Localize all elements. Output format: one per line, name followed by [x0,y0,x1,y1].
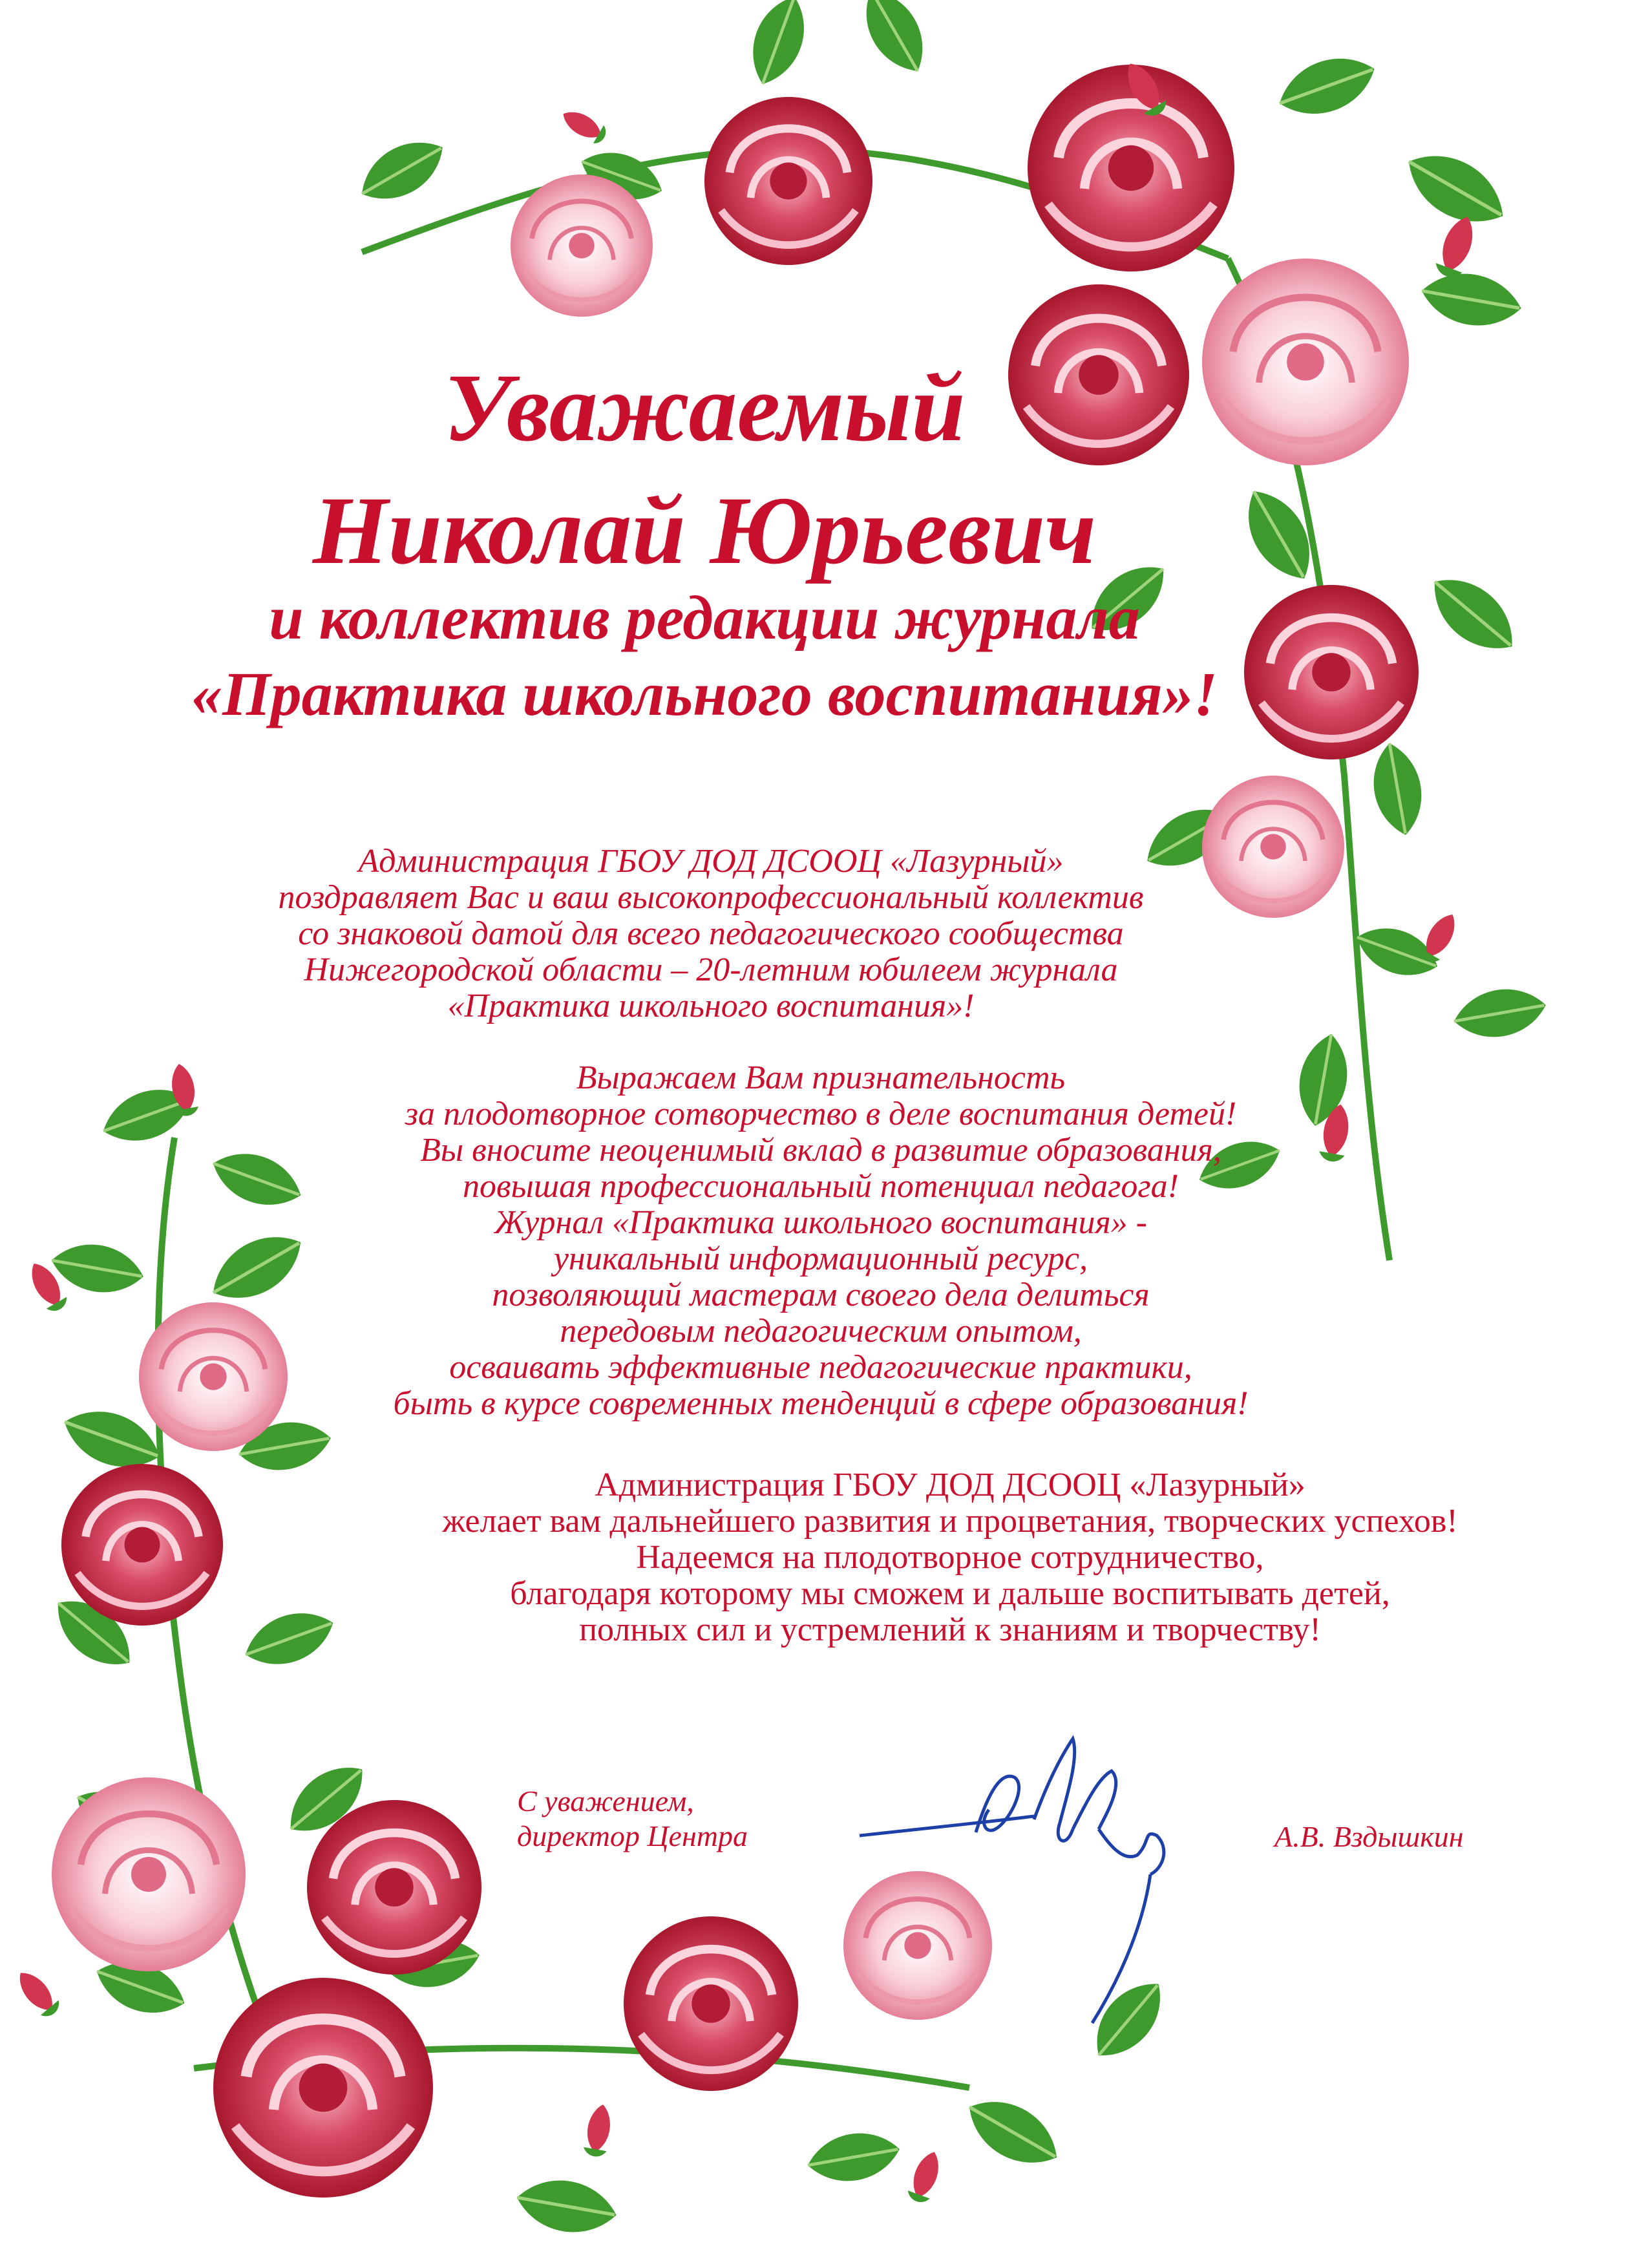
paragraph-line: Нижегородской области – 20-летним юбилеем журнала [304,951,1118,988]
paragraph-line: поздравляет Вас и ваш высокопрофессиональный коллектив [278,879,1144,916]
paragraph-line: Журнал «Практика школьного воспитания» - [494,1204,1147,1241]
paragraph-line: уникальный информационный ресурс, [553,1240,1088,1277]
paragraph-line: Администрация ГБОУ ДОД ДСООЦ «Лазурный» [358,843,1064,880]
recipient-name: Николай Юрьевич [312,477,1097,584]
paragraph-line: быть в курсе современных тенденций в сфере образования! [393,1385,1249,1422]
paragraph-line: повышая профессиональный потенциал педагога! [463,1168,1179,1205]
paragraph-line: передовым педагогическим опытом, [560,1313,1082,1350]
paragraph-line: Администрация ГБОУ ДОД ДСООЦ «Лазурный» [595,1467,1305,1503]
paragraph-line: Выражаем Вам признательность [576,1059,1066,1096]
paragraph-line: «Практика школьного воспитания»! [447,988,975,1024]
paragraph-line: благодаря которому мы сможем и дальше воспитывать детей, [510,1575,1390,1612]
paragraph-line: за плодотворное сотворчество в деле воспитания детей! [405,1096,1237,1132]
paragraph-line: желает вам дальнейшего развития и процветания, творческих успехов! [442,1503,1458,1540]
handwritten-signature [840,1700,1202,2049]
congratulation-paragraph [168,843,1254,1024]
journal-name-line: «Практика школьного воспитания»! [191,659,1218,728]
gratitude-paragraph [304,1060,1338,1422]
paragraph-line: Надеемся на плодотворное сотрудничество, [636,1539,1264,1576]
greeting-title: Уважаемый [443,354,966,461]
signer-name: А.В. Вздышкин [1274,1820,1464,1853]
wishes-paragraph [336,1467,1564,1648]
paragraph-line: полных сил и устремлений к знаниям и творчеству! [579,1611,1321,1648]
position-line: директор Центра [517,1819,748,1852]
regards-line: С уважением, [517,1785,694,1818]
recipient-team-line: и коллектив редакции журнала [269,583,1140,652]
signature-caption [517,1784,748,1854]
paragraph-line: Вы вносите неоценимый вклад в развитие образования, [420,1132,1221,1169]
paragraph-line: осваивать эффективные педагогические практики, [449,1349,1192,1386]
paragraph-line: позволяющий мастерам своего дела делиться [492,1277,1150,1313]
paragraph-line: со знаковой датой для всего педагогического сообщества [298,915,1124,952]
